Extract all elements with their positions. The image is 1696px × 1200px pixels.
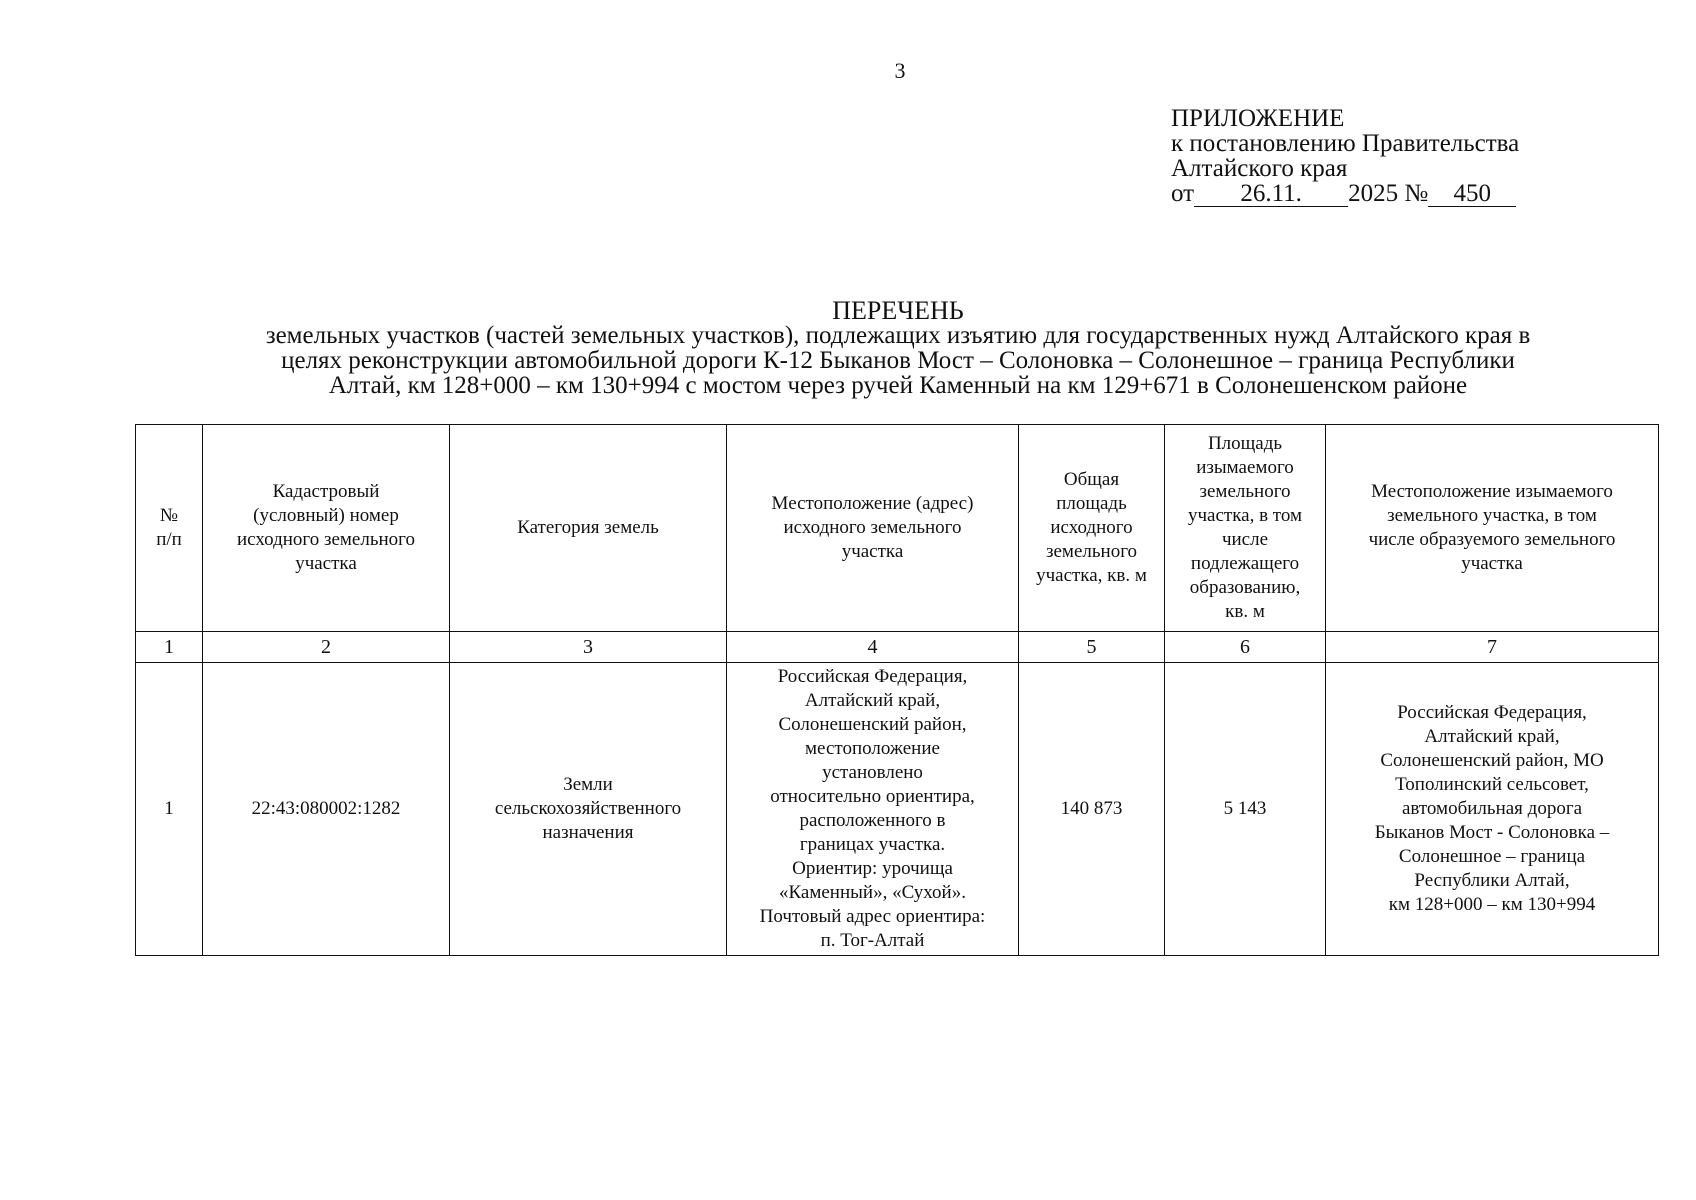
appendix-line-1: к постановлению Правительства	[1171, 130, 1520, 157]
date-field	[1194, 182, 1348, 207]
parcel-location-cell: Российская Федерация, Алтайский край, Солонешенский район, местоположение установлено относительно ориентира, расположенного в границах участка. Ориентир: урочища «Каменный», «Сухой». Почтовый адрес ориентира: п. Тог-Алтай	[727, 663, 1019, 956]
column-header-3: Категория земель	[450, 425, 727, 632]
total-area-cell: 140 873	[1019, 663, 1165, 956]
column-number-7: 7	[1326, 632, 1659, 663]
heading-title: ПЕРЕЧЕНЬ	[832, 296, 964, 325]
column-number-6: 6	[1165, 632, 1326, 663]
cadastral-number-cell: 22:43:080002:1282	[203, 663, 450, 956]
heading-line-1: земельных участков (частей земельных участков), подлежащих изъятию для государственных нужд Алтайского края в	[265, 322, 1531, 349]
appendix-block	[1171, 106, 1519, 207]
column-number-3: 3	[450, 632, 727, 663]
land-category-cell: Земли сельскохозяйственного назначения	[450, 663, 727, 956]
date-value: 26.11.	[1240, 180, 1302, 207]
table-body	[136, 663, 1659, 956]
appendix-line-2: Алтайского края	[1171, 155, 1348, 182]
land-parcels-table	[135, 424, 1659, 956]
table-header-row	[136, 425, 1659, 632]
appendix-title: ПРИЛОЖЕНИЕ	[1171, 105, 1345, 132]
column-number-row	[136, 632, 1659, 663]
heading-line-3: Алтай, км 128+000 – км 130+994 с мостом через ручей Каменный на км 129+671 в Солонешенском районе	[328, 372, 1468, 399]
column-header-1: № п/п	[136, 425, 203, 632]
document-heading	[160, 298, 1636, 398]
column-number-2: 2	[203, 632, 450, 663]
column-header-7: Местоположение изымаемого земельного участка, в том числе образуемого земельного участка	[1326, 425, 1659, 632]
column-number-5: 5	[1019, 632, 1165, 663]
column-number-1: 1	[136, 632, 203, 663]
seized-location-cell: Российская Федерация, Алтайский край, Солонешенский район, МО Тополинский сельсовет, автомобильная дорога Быканов Мост - Солоновка – Солонешное – граница Республики Алтай, км 128+000 – км 130+994	[1326, 663, 1659, 956]
year-value: 2025	[1348, 180, 1399, 207]
column-number-4: 4	[727, 632, 1019, 663]
heading-line-2: целях реконструкции автомобильной дороги К-12 Быканов Мост – Солоновка – Солонешное – граница Республики	[281, 347, 1515, 374]
appendix-date-line	[1171, 181, 1519, 207]
page-number: 3	[894, 58, 906, 83]
row-number-cell: 1	[136, 663, 203, 956]
column-header-4: Местоположение (адрес) исходного земельного участка	[727, 425, 1019, 632]
seized-area-cell: 5 143	[1165, 663, 1326, 956]
column-header-5: Общая площадь исходного земельного участка, кв. м	[1019, 425, 1165, 632]
table-row	[136, 663, 1659, 956]
number-label: №	[1404, 180, 1429, 207]
number-value: 450	[1453, 180, 1491, 207]
from-label: от	[1171, 180, 1195, 207]
number-field	[1428, 182, 1516, 207]
column-header-6: Площадь изымаемого земельного участка, в том числе подлежащего образованию, кв. м	[1165, 425, 1326, 632]
column-header-2: Кадастровый (условный) номер исходного земельного участка	[203, 425, 450, 632]
